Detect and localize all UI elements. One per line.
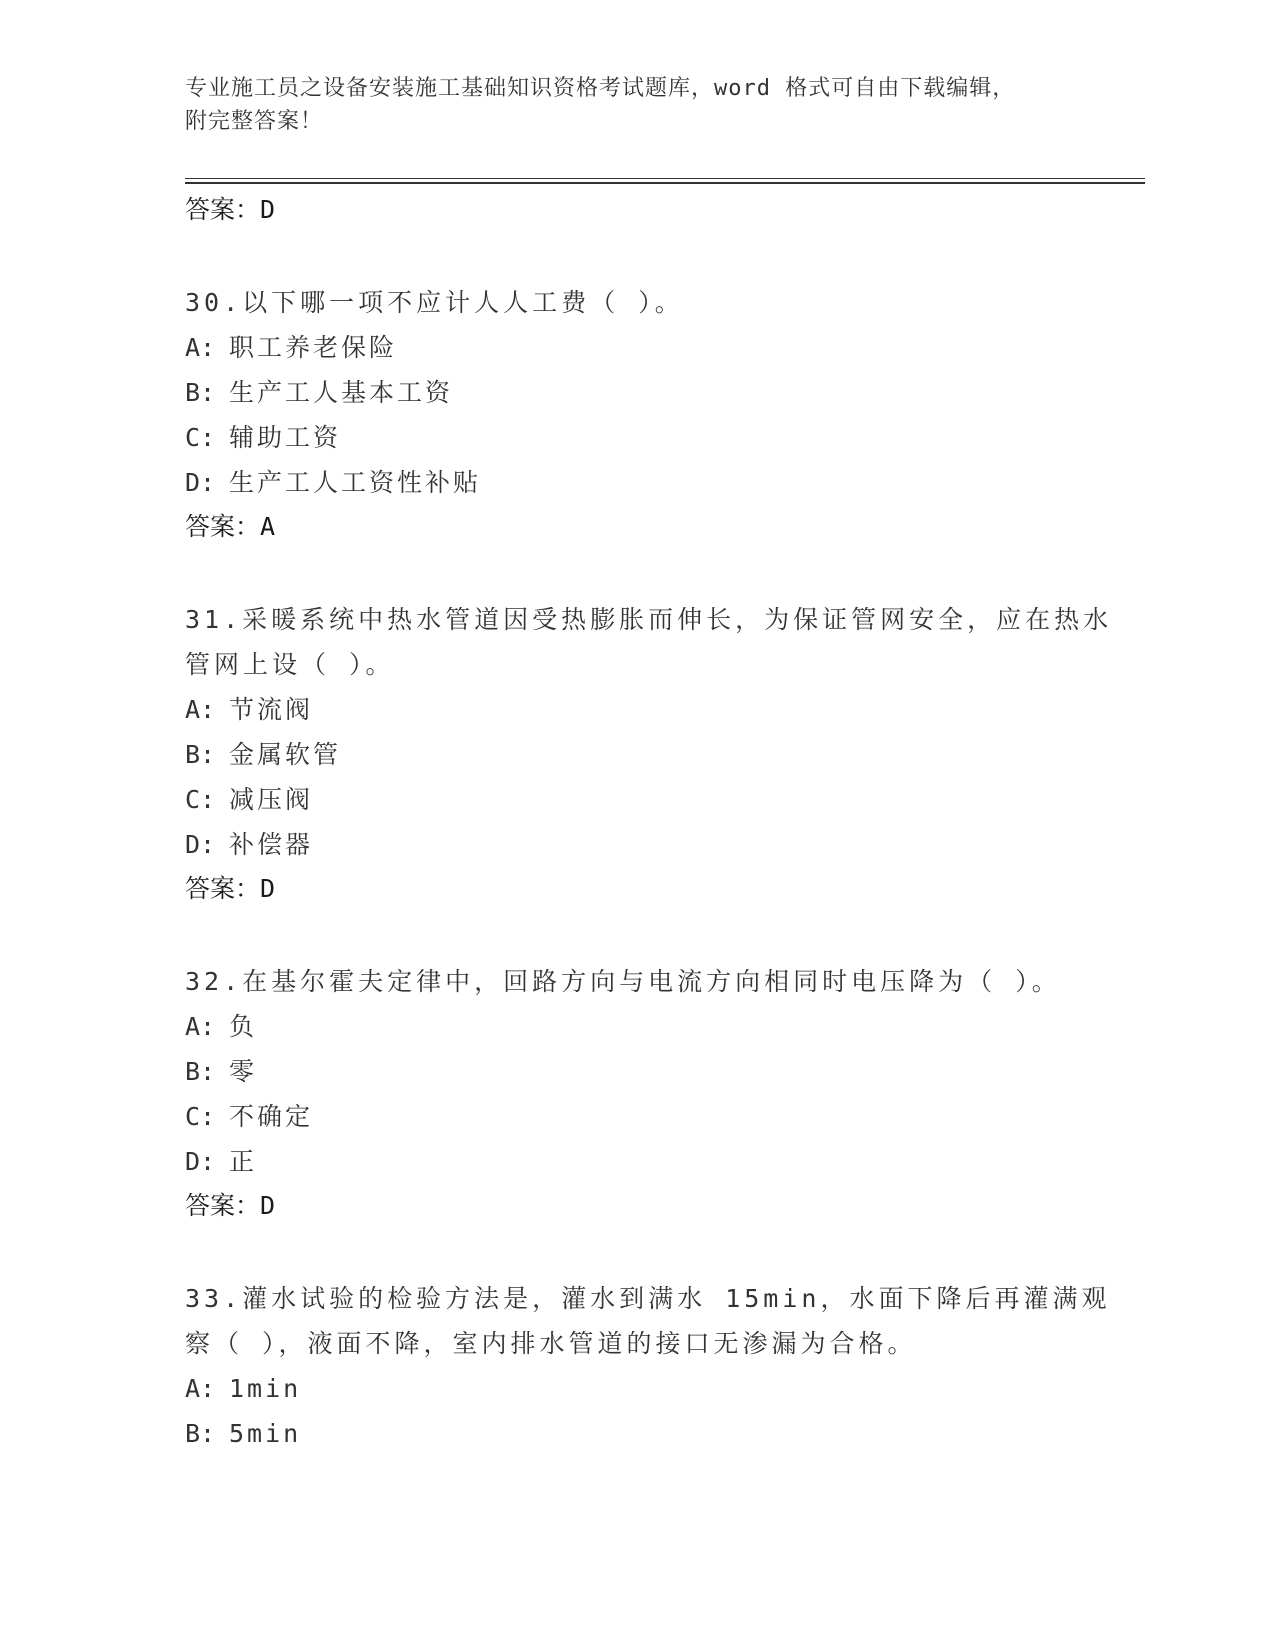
header-line-2: 附完整答案！ bbox=[185, 109, 324, 134]
option-a: A: 1min bbox=[185, 1374, 302, 1403]
option-d: D: 生产工人工资性补贴 bbox=[185, 468, 482, 497]
question-30-answer: 答案：A bbox=[185, 512, 276, 541]
option-b: B: 生产工人基本工资 bbox=[185, 378, 454, 407]
spacer bbox=[185, 911, 1125, 959]
option-a: A: 负 bbox=[185, 1012, 258, 1041]
option-a: A: 节流阀 bbox=[185, 695, 314, 724]
option-c: C: 辅助工资 bbox=[185, 423, 342, 452]
question-33 bbox=[185, 1276, 1125, 1456]
question-33-text: 33.灌水试验的检验方法是，灌水到满水 15min，水面下降后再灌满观察（ ），液面不降，室内排水管道的接口无渗漏为合格。 bbox=[185, 1284, 1111, 1358]
option-d: D: 补偿器 bbox=[185, 830, 314, 859]
option-a: A: 职工养老保险 bbox=[185, 333, 398, 362]
spacer bbox=[185, 549, 1125, 597]
document-header bbox=[185, 72, 1085, 138]
question-32-options bbox=[185, 1004, 1125, 1184]
question-30 bbox=[185, 280, 1125, 549]
option-b: B: 零 bbox=[185, 1057, 258, 1086]
question-list bbox=[185, 188, 1125, 1456]
option-b: B: 金属软管 bbox=[185, 740, 342, 769]
document-page bbox=[185, 0, 1145, 1650]
question-33-options bbox=[185, 1366, 1125, 1456]
question-30-text: 30.以下哪一项不应计人人工费（ ）。 bbox=[185, 288, 684, 317]
option-b: B: 5min bbox=[185, 1419, 302, 1448]
question-30-options bbox=[185, 325, 1125, 505]
question-32-answer: 答案：D bbox=[185, 1191, 276, 1220]
question-31 bbox=[185, 597, 1125, 911]
option-c: C: 不确定 bbox=[185, 1102, 314, 1131]
question-31-text: 31.采暖系统中热水管道因受热膨胀而伸长，为保证管网安全，应在热水管网上设（ ）。 bbox=[185, 605, 1113, 679]
header-divider-thin bbox=[185, 178, 1145, 179]
header-line-1: 专业施工员之设备安装施工基础知识资格考试题库，word 格式可自由下载编辑， bbox=[185, 76, 1016, 101]
question-32 bbox=[185, 959, 1125, 1228]
question-32-text: 32.在基尔霍夫定律中，回路方向与电流方向相同时电压降为（ ）。 bbox=[185, 967, 1061, 996]
spacer bbox=[185, 1228, 1125, 1276]
option-c: C: 减压阀 bbox=[185, 785, 314, 814]
question-31-options bbox=[185, 687, 1125, 867]
answer-prev: 答案：D bbox=[185, 195, 276, 224]
header-divider-thick bbox=[185, 182, 1145, 184]
spacer bbox=[185, 232, 1125, 280]
question-31-answer: 答案：D bbox=[185, 874, 276, 903]
option-d: D: 正 bbox=[185, 1147, 258, 1176]
